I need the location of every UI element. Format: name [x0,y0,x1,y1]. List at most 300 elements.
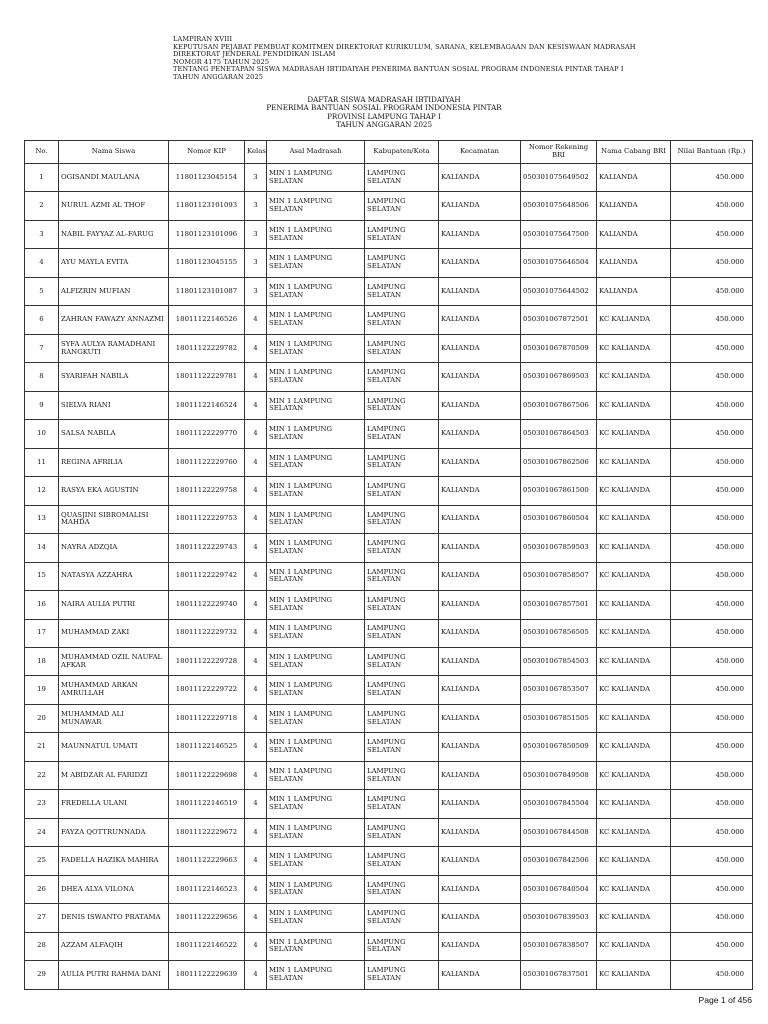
table-cell: 450.000 [671,847,753,875]
table-row [25,961,753,989]
table-cell: 050301067857501 [521,591,597,619]
table-cell: KALIANDA [439,704,521,732]
table-cell: MIN 1 LAMPUNG SELATAN [267,420,365,448]
table-cell: LAMPUNG SELATAN [365,448,439,476]
table-cell: KC KALIANDA [597,391,671,419]
table-cell: 11801123101087 [169,277,245,305]
table-cell: 11801123045155 [169,249,245,277]
table-cell: 5 [25,277,59,305]
table-cell: MIN 1 LAMPUNG SELATAN [267,619,365,647]
table-row [25,619,753,647]
table-cell: MIN 1 LAMPUNG SELATAN [267,277,365,305]
table-cell: KC KALIANDA [597,363,671,391]
table-cell: 450.000 [671,761,753,789]
table-row [25,704,753,732]
table-cell: 18011122146525 [169,733,245,761]
table-cell: 050301067859503 [521,534,597,562]
table-cell: 18011122229718 [169,704,245,732]
table-cell: LAMPUNG SELATAN [365,164,439,192]
table-row [25,249,753,277]
table-cell: LAMPUNG SELATAN [365,420,439,448]
table-cell: 12 [25,477,59,505]
table-cell: NAYRA ADZQIA [59,534,169,562]
table-cell: KALIANDA [597,277,671,305]
table-cell: M ABIDZAR AL FARIDZI [59,761,169,789]
table-cell: 26 [25,875,59,903]
table-cell: MIN 1 LAMPUNG SELATAN [267,534,365,562]
table-cell: KC KALIANDA [597,647,671,675]
table-cell: KC KALIANDA [597,534,671,562]
table-cell: LAMPUNG SELATAN [365,875,439,903]
table-cell: MIN 1 LAMPUNG SELATAN [267,733,365,761]
table-cell: 050301075646504 [521,249,597,277]
table-cell: 450.000 [671,220,753,248]
table-cell: 18011122229740 [169,591,245,619]
table-cell: 4 [245,875,267,903]
table-cell: 050301067862506 [521,448,597,476]
header-line: DIREKTORAT JENDERAL PENDIDIKAN ISLAM [173,50,336,59]
table-body [25,164,753,990]
table-cell: KALIANDA [597,164,671,192]
table-cell: 450.000 [671,534,753,562]
table-cell: RASYA EKA AGUSTIN [59,477,169,505]
table-cell: KALIANDA [439,647,521,675]
table-cell: 050301067856505 [521,619,597,647]
table-cell: MIN 1 LAMPUNG SELATAN [267,505,365,533]
table-cell: 18011122229728 [169,647,245,675]
table-cell: LAMPUNG SELATAN [365,192,439,220]
table-cell: KC KALIANDA [597,477,671,505]
table-cell: 18011122229770 [169,420,245,448]
table-cell: 18 [25,647,59,675]
table-row [25,676,753,704]
table-cell: 22 [25,761,59,789]
table-cell: 450.000 [671,647,753,675]
table-cell: 4 [245,847,267,875]
table-cell: 050301067870509 [521,334,597,362]
table-row [25,220,753,248]
table-cell: 450.000 [671,790,753,818]
table-cell: 18011122229663 [169,847,245,875]
table-cell: 18011122229742 [169,562,245,590]
table-cell: NAIRA AULIA PUTRI [59,591,169,619]
table-cell: 450.000 [671,562,753,590]
table-cell: KC KALIANDA [597,676,671,704]
student-table [24,140,753,990]
table-cell: 4 [245,534,267,562]
column-header: Nilai Bantuan (Rp.) [671,141,753,164]
table-cell: MIN 1 LAMPUNG SELATAN [267,818,365,846]
table-cell: KC KALIANDA [597,847,671,875]
table-cell: 4 [245,562,267,590]
table-cell: NATASYA AZZAHRA [59,562,169,590]
table-cell: 050301067864503 [521,420,597,448]
table-cell: LAMPUNG SELATAN [365,363,439,391]
title-line: DAFTAR SISWA MADRASAH IBTIDAIYAH [307,95,461,104]
table-cell: 4 [245,704,267,732]
table-cell: 3 [245,277,267,305]
table-row [25,334,753,362]
table-cell: KALIANDA [439,761,521,789]
table-row [25,790,753,818]
table-cell: 450.000 [671,505,753,533]
table-cell: NABIL FAYYAZ AL-FARUG [59,220,169,248]
table-row [25,277,753,305]
table-cell: 4 [245,477,267,505]
table-cell: 15 [25,562,59,590]
table-cell: KALIANDA [439,619,521,647]
table-cell: LAMPUNG SELATAN [365,761,439,789]
table-cell: 050301067853507 [521,676,597,704]
table-cell: MIN 1 LAMPUNG SELATAN [267,647,365,675]
table-cell: 4 [245,363,267,391]
table-cell: LAMPUNG SELATAN [365,904,439,932]
table-cell: 050301067840504 [521,875,597,903]
column-header: Kelas [245,141,267,164]
table-row [25,164,753,192]
table-cell: MIN 1 LAMPUNG SELATAN [267,164,365,192]
table-cell: KALIANDA [439,534,521,562]
table-cell: 28 [25,932,59,960]
table-cell: KC KALIANDA [597,704,671,732]
table-cell: 4 [245,961,267,989]
table-cell: KALIANDA [439,505,521,533]
table-cell: KC KALIANDA [597,761,671,789]
table-cell: KC KALIANDA [597,904,671,932]
table-cell: 050301067854503 [521,647,597,675]
table-cell: KALIANDA [439,306,521,334]
table-cell: MIN 1 LAMPUNG SELATAN [267,477,365,505]
table-cell: 450.000 [671,733,753,761]
table-cell: 4 [25,249,59,277]
table-row [25,192,753,220]
table-cell: 18011122146524 [169,391,245,419]
table-header-row [25,141,753,164]
table-cell: 450.000 [671,591,753,619]
table-cell: 3 [245,192,267,220]
page-number: Page 1 of 456 [698,995,752,1005]
table-cell: 18011122146522 [169,932,245,960]
table-cell: KC KALIANDA [597,420,671,448]
table-cell: MIN 1 LAMPUNG SELATAN [267,591,365,619]
table-cell: 450.000 [671,932,753,960]
table-cell: 4 [245,647,267,675]
table-cell: 18011122229698 [169,761,245,789]
header-line: NOMOR 4175 TAHUN 2025 [173,57,270,66]
table-cell: LAMPUNG SELATAN [365,704,439,732]
table-cell: KC KALIANDA [597,505,671,533]
table-cell: MIN 1 LAMPUNG SELATAN [267,875,365,903]
table-cell: 4 [245,306,267,334]
table-cell: 29 [25,961,59,989]
table-cell: MIN 1 LAMPUNG SELATAN [267,220,365,248]
table-cell: ALFIZRIN MUFIAN [59,277,169,305]
table-cell: 11 [25,448,59,476]
header-line: KEPUTUSAN PEJABAT PEMBUAT KOMITMEN DIREKTORAT KURIKULUM, SARANA, KELEMBAGAAN DAN KESISWAAN MADRASAH [173,42,636,51]
table-cell: 11801123101093 [169,192,245,220]
column-header: No. [25,141,59,164]
table-cell: 450.000 [671,277,753,305]
table-cell: LAMPUNG SELATAN [365,277,439,305]
table-cell: 4 [245,904,267,932]
column-header: Nomor KIP [169,141,245,164]
table-cell: 050301067851505 [521,704,597,732]
table-row [25,562,753,590]
table-row [25,391,753,419]
column-header: Asal Madrasah [267,141,365,164]
table-row [25,904,753,932]
table-cell: KALIANDA [439,363,521,391]
table-row [25,932,753,960]
table-cell: KC KALIANDA [597,733,671,761]
table-cell: 4 [245,790,267,818]
table-cell: 4 [245,334,267,362]
table-cell: KALIANDA [439,932,521,960]
table-cell: QUASJINI SIBROMALISI MAHDA [59,505,169,533]
table-row [25,818,753,846]
table-cell: 20 [25,704,59,732]
title-line: PROVINSI LAMPUNG TAHAP I [327,111,441,121]
table-cell: 4 [245,591,267,619]
table-cell: 450.000 [671,619,753,647]
title-line: TAHUN ANGGARAN 2025 [335,120,433,130]
header-line: LAMPIRAN XVIII [173,35,233,43]
table-cell: 24 [25,818,59,846]
table-cell: 050301067858507 [521,562,597,590]
table-cell: 050301067861500 [521,477,597,505]
table-cell: LAMPUNG SELATAN [365,961,439,989]
table-cell: KC KALIANDA [597,562,671,590]
decree-header [173,36,636,82]
table-cell: 4 [245,761,267,789]
table-cell: KALIANDA [439,676,521,704]
table-cell: 4 [245,932,267,960]
table-cell: 18011122146523 [169,875,245,903]
table-cell: KALIANDA [439,277,521,305]
table-cell: 050301067837501 [521,961,597,989]
column-header: Kabupaten/Kota [365,141,439,164]
table-cell: KALIANDA [439,192,521,220]
header-line: TENTANG PENETAPAN SISWA MADRASAH IBTIDAIYAH PENERIMA BANTUAN SOSIAL PROGRAM INDONESIA PINTAR TAHAP I [173,65,624,74]
table-cell: FREDELLA ULANI [59,790,169,818]
table-cell: 4 [245,733,267,761]
table-cell: MIN 1 LAMPUNG SELATAN [267,932,365,960]
table-cell: 25 [25,847,59,875]
table-cell: 9 [25,391,59,419]
table-cell: KALIANDA [439,164,521,192]
table-cell: 4 [245,818,267,846]
table-row [25,591,753,619]
table-row [25,448,753,476]
table-cell: MUHAMMAD ARKAN AMRULLAH [59,676,169,704]
table-cell: MUHAMMAD OZIL NAUFAL AFKAR [59,647,169,675]
table-cell: 450.000 [671,448,753,476]
table-cell: 4 [245,448,267,476]
table-cell: FADELLA HAZIKA MAHIRA [59,847,169,875]
table-cell: 18011122229782 [169,334,245,362]
table-cell: SALSA NABILA [59,420,169,448]
table-cell: KALIANDA [439,477,521,505]
table-cell: KALIANDA [439,391,521,419]
table-cell: 4 [245,505,267,533]
table-cell: 4 [245,420,267,448]
table-cell: MIN 1 LAMPUNG SELATAN [267,904,365,932]
table-cell: MIN 1 LAMPUNG SELATAN [267,847,365,875]
column-header: Kecamatan [439,141,521,164]
table-cell: 7 [25,334,59,362]
table-cell: KALIANDA [439,790,521,818]
table-cell: 18011122229781 [169,363,245,391]
table-cell: 050301067845504 [521,790,597,818]
table-cell: AZZAM ALFAQIH [59,932,169,960]
table-cell: 450.000 [671,164,753,192]
table-cell: KC KALIANDA [597,334,671,362]
table-cell: KALIANDA [439,875,521,903]
table-cell: 050301075648506 [521,192,597,220]
table-cell: 450.000 [671,334,753,362]
table-cell: 050301075647500 [521,220,597,248]
table-row [25,761,753,789]
table-cell: 2 [25,192,59,220]
table-cell: KALIANDA [439,904,521,932]
table-cell: MIN 1 LAMPUNG SELATAN [267,249,365,277]
table-cell: 18011122146519 [169,790,245,818]
table-cell: 6 [25,306,59,334]
table-cell: MIN 1 LAMPUNG SELATAN [267,306,365,334]
table-cell: LAMPUNG SELATAN [365,619,439,647]
table-row [25,534,753,562]
table-cell: MUHAMMAD ZAKI [59,619,169,647]
table-cell: KALIANDA [439,847,521,875]
table-cell: LAMPUNG SELATAN [365,391,439,419]
table-cell: MIN 1 LAMPUNG SELATAN [267,363,365,391]
table-cell: MIN 1 LAMPUNG SELATAN [267,448,365,476]
table-cell: KC KALIANDA [597,932,671,960]
table-cell: 450.000 [671,904,753,932]
table-cell: DHEA ALYA VILONA [59,875,169,903]
table-cell: 050301067849508 [521,761,597,789]
table-cell: LAMPUNG SELATAN [365,306,439,334]
table-cell: 050301067842506 [521,847,597,875]
table-cell: MIN 1 LAMPUNG SELATAN [267,761,365,789]
table-cell: KC KALIANDA [597,448,671,476]
table-cell: DENIS ISWANTO PRATAMA [59,904,169,932]
table-cell: 3 [245,164,267,192]
table-row [25,306,753,334]
table-cell: LAMPUNG SELATAN [365,847,439,875]
table-cell: LAMPUNG SELATAN [365,505,439,533]
table-cell: 1 [25,164,59,192]
document-title [0,96,768,130]
table-cell: 450.000 [671,818,753,846]
table-cell: KALIANDA [439,220,521,248]
table-cell: SIELVA RIANI [59,391,169,419]
table-cell: KALIANDA [439,591,521,619]
table-cell: KC KALIANDA [597,961,671,989]
table-cell: LAMPUNG SELATAN [365,249,439,277]
table-cell: 450.000 [671,961,753,989]
table-cell: 050301067872501 [521,306,597,334]
table-cell: 450.000 [671,306,753,334]
table-cell: LAMPUNG SELATAN [365,647,439,675]
table-cell: 450.000 [671,192,753,220]
table-cell: 050301067838507 [521,932,597,960]
table-cell: MIN 1 LAMPUNG SELATAN [267,790,365,818]
table-cell: 4 [245,619,267,647]
table-cell: 050301067867506 [521,391,597,419]
table-row [25,647,753,675]
table-cell: 450.000 [671,477,753,505]
table-cell: KC KALIANDA [597,818,671,846]
table-cell: MIN 1 LAMPUNG SELATAN [267,334,365,362]
table-cell: 18011122229743 [169,534,245,562]
table-cell: 18011122229758 [169,477,245,505]
column-header: Nomor Rekening BRI [521,141,597,164]
table-cell: MIN 1 LAMPUNG SELATAN [267,562,365,590]
table-cell: 050301067844508 [521,818,597,846]
table-cell: REGINA AFRILIA [59,448,169,476]
table-cell: LAMPUNG SELATAN [365,818,439,846]
table-cell: KALIANDA [439,818,521,846]
table-cell: KC KALIANDA [597,591,671,619]
table-cell: SYARIFAH NABILA [59,363,169,391]
table-cell: 450.000 [671,420,753,448]
table-cell: LAMPUNG SELATAN [365,790,439,818]
table-cell: 16 [25,591,59,619]
table-cell: 21 [25,733,59,761]
table-cell: MUHAMMAD ALI MUNAWAR [59,704,169,732]
table-cell: KALIANDA [439,420,521,448]
table-cell: KALIANDA [439,249,521,277]
table-cell: 4 [245,676,267,704]
table-cell: MIN 1 LAMPUNG SELATAN [267,704,365,732]
table-cell: KC KALIANDA [597,875,671,903]
table-row [25,505,753,533]
table-cell: 18011122146526 [169,306,245,334]
table-cell: AULIA PUTRI RAHMA DANI [59,961,169,989]
table-cell: LAMPUNG SELATAN [365,220,439,248]
table-cell: 18011122229722 [169,676,245,704]
table-cell: 450.000 [671,249,753,277]
table-cell: 3 [245,249,267,277]
column-header: Nama Siswa [59,141,169,164]
title-line: PENERIMA BANTUAN SOSIAL PROGRAM INDONESIA PINTAR [266,103,502,113]
table-cell: 18011122229760 [169,448,245,476]
table-cell: 050301067850509 [521,733,597,761]
table-cell: MIN 1 LAMPUNG SELATAN [267,676,365,704]
table-cell: 050301067839503 [521,904,597,932]
table-cell: MIN 1 LAMPUNG SELATAN [267,961,365,989]
table-cell: KALIANDA [439,334,521,362]
column-header: Nama Cabang BRI [597,141,671,164]
table-cell: 14 [25,534,59,562]
table-cell: OGISANDI MAULANA [59,164,169,192]
table-cell: MIN 1 LAMPUNG SELATAN [267,391,365,419]
table-cell: 450.000 [671,875,753,903]
table-cell: LAMPUNG SELATAN [365,676,439,704]
table-cell: 10 [25,420,59,448]
table-cell: MAUNNATUL UMATI [59,733,169,761]
table-cell: KALIANDA [597,192,671,220]
table-cell: 11801123045154 [169,164,245,192]
table-cell: LAMPUNG SELATAN [365,562,439,590]
table-cell: 23 [25,790,59,818]
table-cell: 11801123101096 [169,220,245,248]
table-row [25,477,753,505]
table-row [25,847,753,875]
table-cell: 8 [25,363,59,391]
table-cell: 18011122229753 [169,505,245,533]
